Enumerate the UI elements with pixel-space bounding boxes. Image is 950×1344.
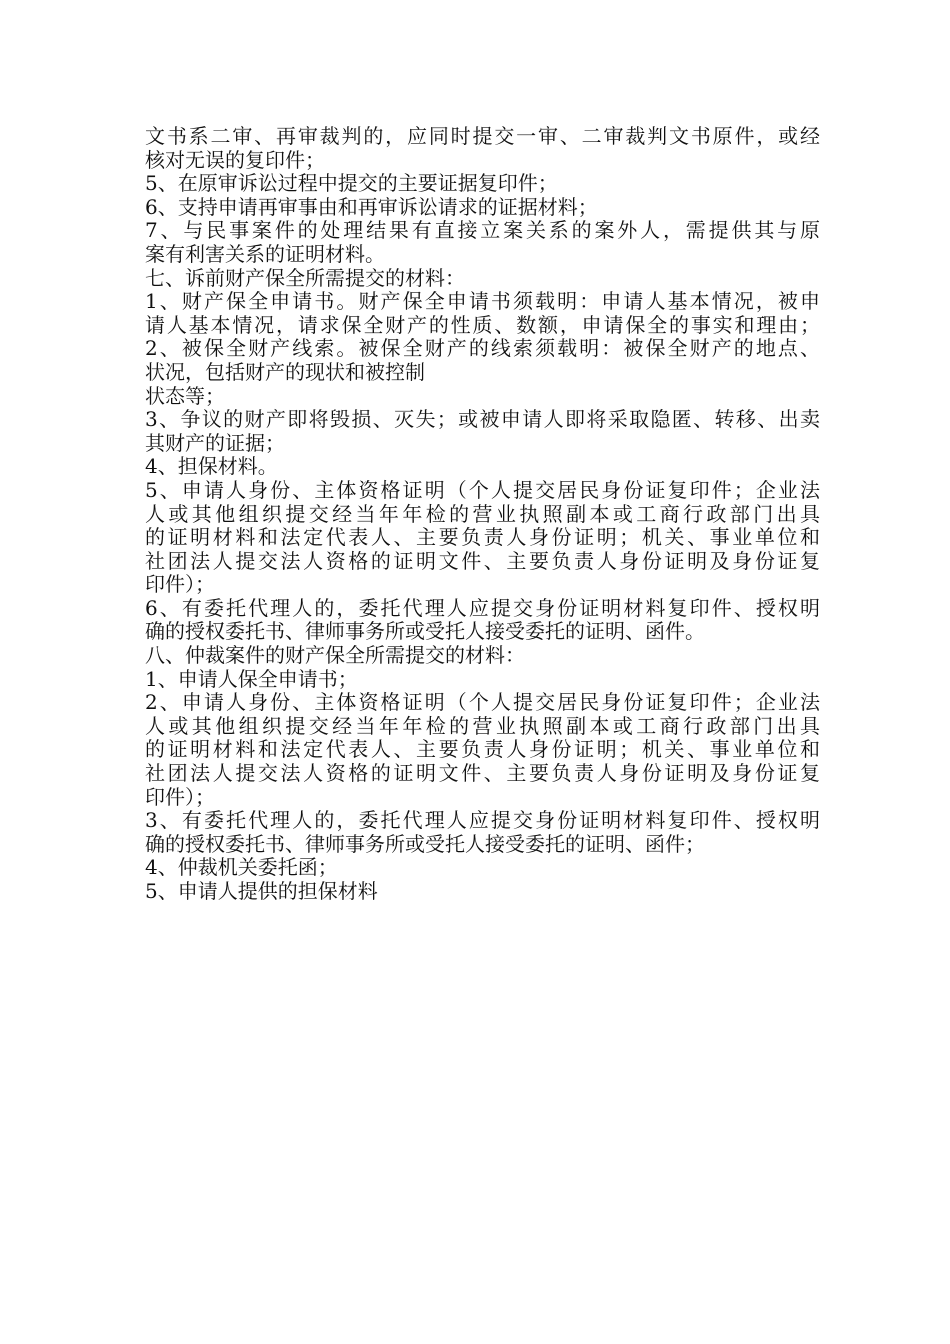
text-line: 1、申请人保全申请书； (145, 666, 358, 691)
text-line: 2、申请人身份、主体资格证明（个人提交居民身份证复印件；企业法 (145, 690, 820, 715)
text-line: 6、支持申请再审事由和再审诉讼请求的证据材料； (145, 194, 598, 219)
text-line: 4、担保材料。 (145, 454, 278, 479)
text-line: 的证明材料和法定代表人、主要负责人身份证明；机关、事业单位和 (145, 737, 820, 762)
text-line: 案有利害关系的证明材料。 (145, 241, 385, 266)
section-heading: 七、诉前财产保全所需提交的材料： (145, 265, 465, 290)
text-line: 7、与民事案件的处理结果有直接立案关系的案外人，需提供其与原 (145, 218, 820, 243)
section-heading: 八、仲裁案件的财产保全所需提交的材料： (145, 643, 525, 668)
text-line: 确的授权委托书、律师事务所或受托人接受委托的证明、函件； (145, 831, 705, 856)
text-line: 人或其他组织提交经当年年检的营业执照副本或工商行政部门出具 (145, 501, 820, 526)
text-line: 印件）； (145, 572, 215, 597)
text-line: 核对无误的复印件； (145, 147, 325, 172)
text-line: 5、申请人身份、主体资格证明（个人提交居民身份证复印件；企业法 (145, 477, 820, 502)
text-line: 确的授权委托书、律师事务所或受托人接受委托的证明、函件。 (145, 619, 705, 644)
text-line: 人或其他组织提交经当年年检的营业执照副本或工商行政部门出具 (145, 713, 820, 738)
text-line: 3、争议的财产即将毁损、灭失；或被申请人即将采取隐匿、转移、出卖 (145, 407, 820, 432)
text-line: 的证明材料和法定代表人、主要负责人身份证明；机关、事业单位和 (145, 525, 820, 550)
text-line: 5、在原审诉讼过程中提交的主要证据复印件； (145, 171, 558, 196)
text-line: 请人基本情况，请求保全财产的性质、数额，申请保全的事实和理由； (145, 312, 820, 337)
text-line: 社团法人提交法人资格的证明文件、主要负责人身份证明及身份证复 (145, 761, 820, 786)
text-line: 状态等； (145, 383, 225, 408)
text-line: 印件）； (145, 784, 215, 809)
text-line: 社团法人提交法人资格的证明文件、主要负责人身份证明及身份证复 (145, 548, 820, 573)
text-line: 状况，包括财产的现状和被控制 (145, 359, 425, 384)
text-line: 3、有委托代理人的，委托代理人应提交身份证明材料复印件、授权明 (145, 808, 820, 833)
text-line: 文书系二审、再审裁判的，应同时提交一审、二审裁判文书原件，或经 (145, 124, 820, 148)
text-line: 其财产的证据； (145, 430, 285, 455)
text-line: 5、申请人提供的担保材料 (145, 879, 378, 903)
text-line: 6、有委托代理人的，委托代理人应提交身份证明材料复印件、授权明 (145, 595, 820, 620)
text-line: 1、财产保全申请书。财产保全申请书须载明：申请人基本情况，被申 (145, 289, 820, 314)
text-line: 4、仲裁机关委托函； (145, 855, 338, 880)
text-line: 2、被保全财产线索。被保全财产的线索须载明：被保全财产的地点、 (145, 336, 820, 361)
document-body (145, 125, 820, 904)
